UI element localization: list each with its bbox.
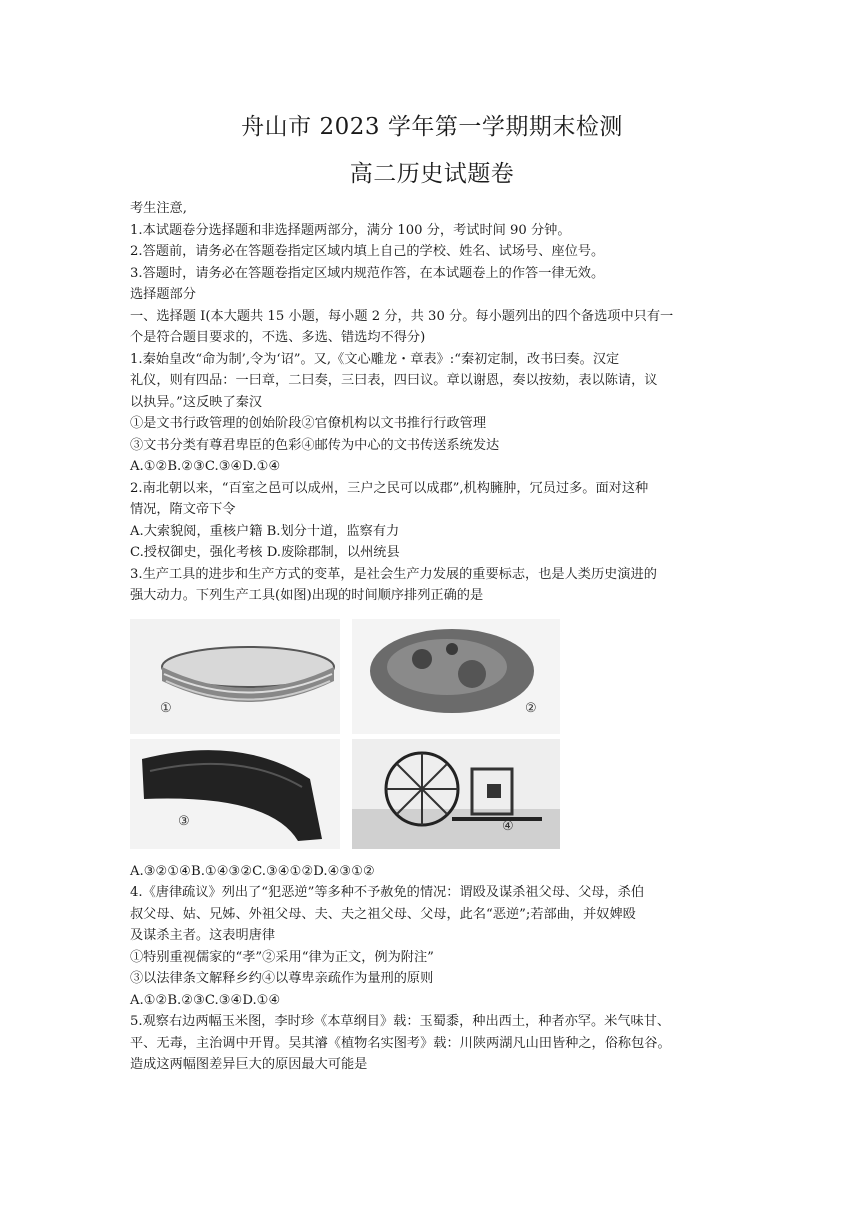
question-line: 造成这两幅图差异巨大的原因最大可能是: [130, 1057, 368, 1072]
tool-2-image: [352, 619, 560, 734]
question-2: [130, 478, 734, 564]
exam-title: 舟山市 2023 学年第一学期期末检测: [241, 114, 623, 140]
question-line: ③文书分类有尊君卑臣的色彩④邮传为中心的文书传送系统发达: [130, 437, 500, 453]
question-line: 4.《唐律疏议》列出了“犯恶逆”等多种不予赦免的情况：谓殴及谋杀祖父母、父母，杀伯: [130, 885, 644, 900]
question-line: ①是文书行政管理的创始阶段②官僚机构以文书推行行政管理: [130, 416, 487, 431]
question-line: 1.秦始皇改“命为制’,令为‘诏”。又,《文心雕龙・章表》:“秦初定制，改书曰奏。汉定: [130, 351, 620, 367]
question-line: 平、无毒，主治调中开胃。吴其濬《植物名实图考》载：川陕两湖凡山田皆种之，俗称包谷。: [130, 1035, 671, 1051]
instructions-line: 个是符合题目要求的，不选、多选、错选均不得分): [130, 330, 426, 345]
question-line: 以执异。”这反映了秦汉: [130, 394, 263, 410]
question-line: 叔父母、姑、兄姊、外祖父母、夫、夫之祖父母、父母，此名“恶逆”;若部曲，并奴婢殴: [130, 906, 636, 922]
question-line: 2.南北朝以来，“百室之邑可以成州，三户之民可以成郡”,机构臃肿，冗员过多。面对这种: [130, 480, 649, 496]
question-options: A.①②B.②③C.③④D.①④: [130, 459, 281, 474]
notice-line: 3.答题时，请务必在答题卷指定区域内规范作答，在本试题卷上的作答一律无效。: [130, 265, 605, 281]
question-options: C.授权御史，强化考核 D.废除郡制，以州统县: [130, 545, 400, 560]
tool-3-image: [130, 739, 340, 849]
question-line: ③以法律条文解释乡约④以尊卑亲疏作为量刑的原则: [130, 971, 434, 986]
question-options: A.③②①④B.①④③②C.③④①②D.④③①②: [130, 863, 375, 879]
notice-line: 2.答题前，请务必在答题卷指定区域内填上自己的学校、姓名、试场号、座位号。: [130, 244, 605, 259]
figure-label-4: ④: [502, 818, 514, 834]
instructions-line: 一、选择题 I(本大题共 15 小题，每小题 2 分，共 30 分。每小题列出的四个备选项中只有一: [130, 308, 674, 324]
question-3: [130, 564, 734, 883]
question-line: 情况，隋文帝下令: [130, 502, 236, 517]
notice-block: [130, 198, 734, 284]
tool-1-image: [130, 619, 340, 734]
question-line: 强大动力。下列生产工具(如图)出现的时间顺序排列正确的是: [130, 588, 484, 603]
notice-line: 考生注意,: [130, 201, 187, 216]
section-heading: 选择题部分: [130, 287, 196, 302]
tool-4-image: [352, 739, 560, 849]
exam-subtitle: 高二历史试题卷: [349, 161, 515, 187]
question-line: ①特别重视儒家的“孝”②采用“律为正文，例为附注”: [130, 949, 434, 965]
figure-label-1: ①: [160, 700, 172, 716]
question-options: A.①②B.②③C.③④D.①④: [130, 992, 281, 1008]
notice-line: 1.本试题卷分选择题和非选择题两部分，满分 100 分，考试时间 90 分钟。: [130, 222, 571, 238]
question-line: 3.生产工具的进步和生产方式的变革，是社会生产力发展的重要标志，也是人类历史演进的: [130, 566, 657, 582]
question-4: [130, 882, 734, 1011]
question-options: A.大索貌阅，重核户籍 B.划分十道，监察有力: [130, 523, 400, 539]
question-5: [130, 1011, 734, 1076]
question-line: 5.观察右边两幅玉米图，李时珍《本草纲目》载：玉蜀黍，种出西土，种者亦罕。米气味甘、: [130, 1014, 671, 1029]
figure-label-3: ③: [178, 813, 190, 829]
question-line: 礼仪，则有四品：一曰章，二曰奏，三曰表，四曰议。章以谢恩，奏以按劾，表以陈请，议: [130, 373, 658, 388]
tools-figure: [130, 619, 560, 849]
question-line: 及谋杀主者。这表明唐律: [130, 928, 276, 943]
question-1: [130, 349, 734, 478]
figure-label-2: ②: [525, 700, 537, 716]
exam-page: [130, 108, 734, 1076]
